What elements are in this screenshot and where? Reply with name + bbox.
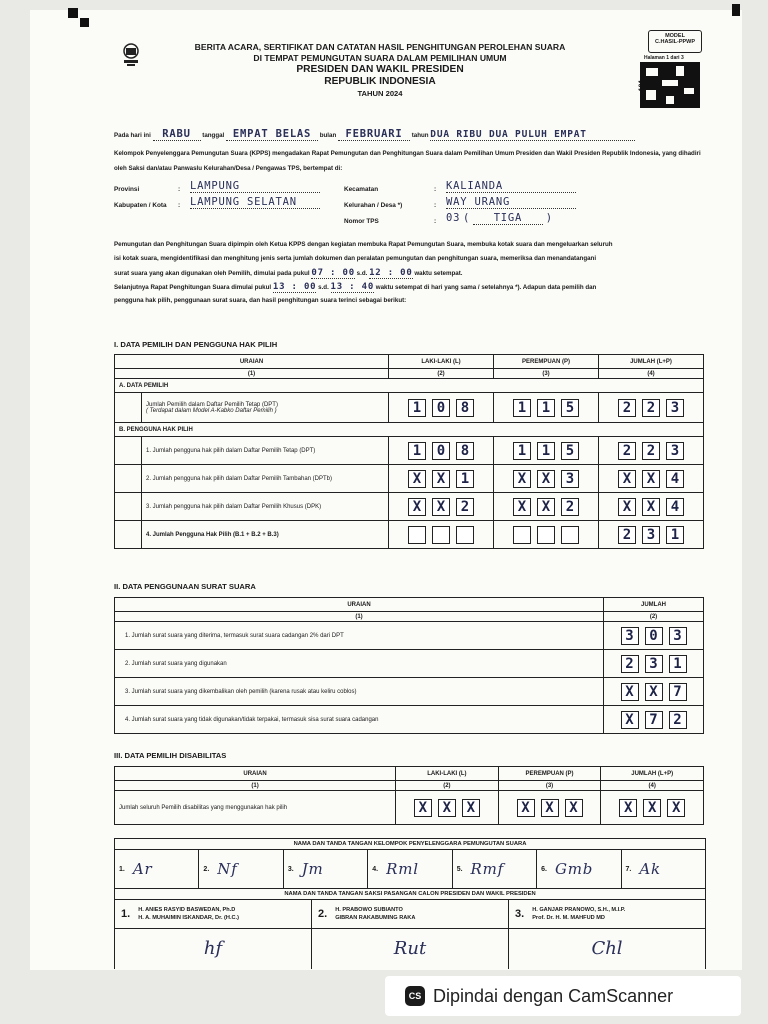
kpps-cell-4 <box>368 850 452 888</box>
digit-box[interactable]: X <box>432 470 450 488</box>
s3-col-uraian: URAIAN <box>115 767 396 781</box>
digit-box[interactable]: 2 <box>669 711 687 729</box>
s1-a-l <box>389 393 494 423</box>
corner-marker-tl2 <box>80 18 89 27</box>
paragraph-line5: pengguna hak pilih, penggunaan surat suara, dan hasil penghitungan suara terinci sebagai berikut: <box>114 297 407 304</box>
digit-box[interactable]: 7 <box>669 683 687 701</box>
s2-col-jumlah: JUMLAH <box>604 598 704 612</box>
paragraph-line3-b: waktu setempat. <box>414 270 463 277</box>
digit-box[interactable]: X <box>618 470 636 488</box>
kpps-cell-1 <box>115 850 199 888</box>
paslon-row <box>115 900 705 929</box>
s2-row2-label: 2. Jumlah surat suara yang digunakan <box>115 650 604 678</box>
s2-col-uraian: URAIAN <box>115 598 604 612</box>
paragraph-line2: isi kotak suara, mengidentifikasi dan menghitung jenis serta jumlah dokumen dan peralatan pemungutan dan penghitungan suara, memeriksa dan menandatangani <box>114 255 597 262</box>
kecamatan-label: Kecamatan <box>344 186 379 193</box>
kpps-num-2: 2. <box>203 865 210 873</box>
digit-box[interactable]: X <box>517 799 535 817</box>
camscanner-badge <box>385 976 741 1016</box>
digit-box[interactable]: 3 <box>666 442 684 460</box>
s1-b4-lp <box>599 521 704 549</box>
s2-row3-vals <box>604 678 704 706</box>
digit-box[interactable]: X <box>643 799 661 817</box>
tahun-value: DUA RIBU DUA PULUH EMPAT <box>430 129 635 141</box>
s1-a-lp <box>599 393 704 423</box>
camscanner-logo-icon: CS <box>405 986 425 1006</box>
s1-b4-label: 4. Jumlah Pengguna Hak Pilih (B.1 + B.2 + B.3) <box>142 521 389 549</box>
digit-box[interactable]: 1 <box>537 442 555 460</box>
paslon-2 <box>312 900 509 928</box>
s1-b2-lp <box>599 465 704 493</box>
kpps-cell-6 <box>537 850 621 888</box>
s3-p <box>498 791 601 825</box>
digit-box[interactable]: 3 <box>645 655 663 673</box>
s1-b2-label: 2. Jumlah pengguna hak pilih dalam Daftar Pemilih Tambahan (DPTb) <box>142 465 389 493</box>
s1-col-l: LAKI-LAKI (L) <box>389 355 494 369</box>
kpps-cell-2 <box>199 850 283 888</box>
header-line5: TAHUN 2024 <box>357 89 403 98</box>
paslon-2-b: GIBRAN RAKABUMING RAKA <box>335 915 416 921</box>
kpps-signature-7: Ak <box>639 860 661 878</box>
s1-b3-label: 3. Jumlah pengguna hak pilih dalam Daftar Pemilih Khusus (DPK) <box>142 493 389 521</box>
header-line1: BERITA ACARA, SERTIFIKAT DAN CATATAN HASIL PENGHITUNGAN PEROLEHAN SUARA <box>194 42 566 52</box>
kpps-num-3: 3. <box>287 865 294 873</box>
digit-box[interactable]: 1 <box>408 399 426 417</box>
tps-number: 03 <box>446 212 461 224</box>
corner-marker-tl <box>68 8 78 18</box>
digit-box[interactable]: X <box>642 498 660 516</box>
digit-box[interactable]: 1 <box>456 470 474 488</box>
intro-text: Kelompok Penyelenggara Pemungutan Suara (KPPS) mengadakan Rapat Pemungutan dan Penghitungan Suara dalam Pemilihan Umum Presiden dan Wakil Presiden Republik Indonesia, yang dihadiri oleh Saksi dan/atau Panwaslu Kelurahan/Desa / Pengawas TPS, bertempat di: <box>114 150 701 172</box>
kabupaten-label: Kabupaten / Kota <box>114 202 167 209</box>
s1-a-row-label <box>142 393 389 423</box>
date-prefix: Pada hari ini <box>114 132 151 139</box>
saksi-2-sign <box>312 929 509 969</box>
kelurahan-value: WAY URANG <box>446 196 576 209</box>
kecamatan-value: KALIANDA <box>446 180 576 193</box>
digit-box[interactable] <box>513 526 531 544</box>
kpps-row <box>115 850 705 889</box>
saksi-signature-2: Rut <box>393 938 427 959</box>
kpps-signature-5: Rmf <box>470 860 505 878</box>
section2-table <box>114 597 704 734</box>
s1-num4: (4) <box>599 369 704 379</box>
s3-col-p: PEREMPUAN (P) <box>498 767 601 781</box>
digit-box[interactable]: X <box>565 799 583 817</box>
paslon-3-b: Prof. Dr. H. M. MAHFUD MD <box>532 915 605 921</box>
digit-box[interactable]: 7 <box>645 711 663 729</box>
s1-col-p: PEREMPUAN (P) <box>494 355 599 369</box>
tps-label: Nomor TPS <box>344 218 379 225</box>
s2-row2-vals <box>604 650 704 678</box>
digit-box[interactable]: X <box>513 470 531 488</box>
indent-cell <box>115 521 142 549</box>
s1-col-uraian: URAIAN <box>115 355 389 369</box>
corner-marker-tr <box>732 4 740 16</box>
s1-a-row-text: Jumlah Pemilih dalam Daftar Pemilih Tetap (DPT) <box>146 401 278 408</box>
paslon-2-a: H. PRABOWO SUBIANTO <box>335 907 403 913</box>
s1-a-title: A. DATA PEMILIH <box>115 379 704 393</box>
end-time-1: 12 : 00 <box>369 268 413 278</box>
kpps-num-7: 7. <box>625 865 632 873</box>
digit-box[interactable]: X <box>621 711 639 729</box>
kpps-num-1: 1. <box>119 865 125 873</box>
paslon-3 <box>509 900 705 928</box>
digit-box[interactable] <box>432 526 450 544</box>
digit-box[interactable]: X <box>432 498 450 516</box>
paslon-2-names <box>335 906 415 922</box>
s1-num3: (3) <box>494 369 599 379</box>
s1-num1: (1) <box>115 369 389 379</box>
paragraph-line3-a: surat suara yang akan digunakan oleh Pemilih, dimulai pada pukul <box>114 270 310 277</box>
qr-code-icon <box>640 62 700 108</box>
kpps-signature-1: Ar <box>132 860 153 878</box>
s1-b4-p <box>494 521 599 549</box>
tanggal-label: tanggal <box>202 132 225 139</box>
saksi-1-sign <box>115 929 312 969</box>
digit-box[interactable]: 3 <box>669 627 687 645</box>
digit-box[interactable]: 2 <box>618 399 636 417</box>
digit-box[interactable]: 2 <box>621 655 639 673</box>
digit-box[interactable]: 5 <box>561 399 579 417</box>
digit-box[interactable]: 1 <box>408 442 426 460</box>
kpps-cell-7 <box>622 850 705 888</box>
paragraph-line4-a: Selanjutnya Rapat Penghitungan Suara dimulai pukul <box>114 284 272 291</box>
digit-box[interactable]: X <box>541 799 559 817</box>
indent-cell <box>115 437 142 465</box>
digit-box[interactable]: 2 <box>642 399 660 417</box>
digit-box[interactable]: 1 <box>537 399 555 417</box>
end-time-2: 13 : 40 <box>330 282 375 292</box>
digit-box[interactable]: X <box>645 683 663 701</box>
digit-box[interactable]: X <box>537 470 555 488</box>
paren-close: ) <box>545 212 553 224</box>
digit-box[interactable]: X <box>438 799 456 817</box>
kpps-title: NAMA DAN TANDA TANGAN KELOMPOK PENYELENGGARA PEMUNGUTAN SUARA <box>115 839 705 850</box>
paren-open: ( <box>463 212 471 224</box>
digit-box[interactable]: 0 <box>645 627 663 645</box>
digit-box[interactable]: 4 <box>666 470 684 488</box>
indent-cell <box>115 465 142 493</box>
indent-cell <box>115 493 142 521</box>
kpps-num-4: 4. <box>372 865 379 873</box>
signature-block <box>114 838 706 969</box>
digit-box[interactable]: X <box>667 799 685 817</box>
kpps-signature-4: Rml <box>386 860 419 878</box>
s3-row-label: Jumlah seluruh Pemilih disabilitas yang menggunakan hak pilih <box>115 791 396 825</box>
tahun-label: tahun <box>411 132 429 139</box>
indent-cell <box>115 393 142 423</box>
tanggal-value: EMPAT BELAS <box>226 128 318 141</box>
s2-num2: (2) <box>604 612 704 622</box>
model-label: MODEL <box>665 33 685 39</box>
kpps-cell-3 <box>284 850 368 888</box>
paragraph-line4-b: waktu setempat di hari yang sama / setelahnya *). Adapun data pemilih dan <box>375 284 597 291</box>
bulan-value: FEBRUARI <box>338 128 410 141</box>
header-line4: REPUBLIK INDONESIA <box>324 76 436 87</box>
s3-num4: (4) <box>601 781 704 791</box>
s2-row3-label: 3. Jumlah surat suara yang dikembalikan oleh pemilih (karena rusak atau keliru coblos) <box>115 678 604 706</box>
camscanner-text: Dipindai dengan CamScanner <box>433 985 674 1006</box>
digit-box[interactable] <box>408 526 426 544</box>
bulan-label: bulan <box>319 132 337 139</box>
model-code: C.HASIL-PPWP <box>654 39 696 45</box>
s1-b-title: B. PENGGUNA HAK PILIH <box>115 423 704 437</box>
s1-b3-lp <box>599 493 704 521</box>
digit-box[interactable]: 5 <box>561 442 579 460</box>
header-line2: DI TEMPAT PEMUNGUTAN SUARA DALAM PEMILIHAN UMUM <box>253 53 507 63</box>
kpps-num-5: 5. <box>456 865 463 873</box>
digit-box[interactable]: X <box>462 799 480 817</box>
tps-value <box>446 212 581 225</box>
digit-box[interactable]: 1 <box>666 526 684 544</box>
kpps-signature-6: Gmb <box>554 860 594 878</box>
digit-box[interactable]: 2 <box>561 498 579 516</box>
digit-box[interactable]: X <box>408 470 426 488</box>
section1-table <box>114 354 704 549</box>
kpps-cell-5 <box>453 850 537 888</box>
digit-box[interactable]: X <box>619 799 637 817</box>
page-info: Halaman 1 dari 3 <box>644 55 684 61</box>
paslon-1-a: H. ANIES RASYID BASWEDAN, Ph.D <box>138 907 236 913</box>
saksi-title: NAMA DAN TANDA TANGAN SAKSI PASANGAN CALON PRESIDEN DAN WAKIL PRESIDEN <box>115 889 705 900</box>
paslon-1-names <box>138 906 239 922</box>
s1-a-p <box>494 393 599 423</box>
s2-row4-vals <box>604 706 704 734</box>
kelurahan-label: Kelurahan / Desa *) <box>344 202 403 209</box>
paslon-3-names <box>532 906 625 922</box>
s3-num2: (2) <box>396 781 499 791</box>
digit-box[interactable]: 2 <box>618 442 636 460</box>
digit-box[interactable]: 3 <box>621 627 639 645</box>
digit-box[interactable]: 3 <box>642 526 660 544</box>
digit-box[interactable]: X <box>408 498 426 516</box>
s1-b1-label: 1. Jumlah pengguna hak pilih dalam Daftar Pemilih Tetap (DPT) <box>142 437 389 465</box>
paslon-2-num: 2. <box>318 908 328 920</box>
saksi-signature-1: hf <box>203 938 223 959</box>
digit-box[interactable]: 4 <box>666 498 684 516</box>
digit-box[interactable]: 3 <box>666 399 684 417</box>
model-box <box>648 30 702 53</box>
s1-b3-p <box>494 493 599 521</box>
paragraph-line1: Pemungutan dan Penghitungan Suara dipimpin oleh Ketua KPPS dengan kegiatan membuka Rapat Pemungutan Suara, membuka kotak suara dan mengeluarkan seluruh <box>114 241 613 248</box>
start-time-1: 07 : 00 <box>311 268 355 278</box>
paslon-1-b: H. A. MUHAIMIN ISKANDAR, Dr. (H.C.) <box>138 915 239 921</box>
kpps-signature-2: Nf <box>217 860 238 878</box>
s3-lp <box>601 791 704 825</box>
digit-box[interactable]: 8 <box>456 442 474 460</box>
kpps-num-6: 6. <box>541 865 547 873</box>
digit-box[interactable]: X <box>513 498 531 516</box>
s1-b1-lp <box>599 437 704 465</box>
s1-b2-l <box>389 465 494 493</box>
digit-box[interactable]: 2 <box>456 498 474 516</box>
date-line <box>114 128 704 142</box>
colon: : <box>178 202 181 209</box>
section3-table <box>114 766 704 825</box>
digit-box[interactable]: 1 <box>669 655 687 673</box>
section1-title: I. DATA PEMILIH DAN PENGGUNA HAK PILIH <box>114 340 278 349</box>
s1-b1-l <box>389 437 494 465</box>
digit-box[interactable]: 1 <box>513 442 531 460</box>
kabupaten-value: LAMPUNG SELATAN <box>190 196 320 209</box>
colon: : <box>178 186 181 193</box>
digit-box[interactable]: 0 <box>432 399 450 417</box>
provinsi-value: LAMPUNG <box>190 180 320 193</box>
section2-title: II. DATA PENGGUNAAN SURAT SUARA <box>114 582 256 591</box>
header-line3: PRESIDEN DAN WAKIL PRESIDEN <box>296 64 464 75</box>
provinsi-label: Provinsi <box>114 186 140 193</box>
sd-1: s.d. <box>356 270 368 277</box>
colon: : <box>434 218 437 225</box>
saksi-sign-row <box>115 929 705 969</box>
day-value: RABU <box>153 128 201 141</box>
s1-b4-l <box>389 521 494 549</box>
s3-l <box>396 791 499 825</box>
saksi-signature-3: Chl <box>591 938 623 959</box>
digit-box[interactable] <box>456 526 474 544</box>
digit-box[interactable]: X <box>642 470 660 488</box>
s3-col-lp: JUMLAH (L+P) <box>601 767 704 781</box>
s1-b3-l <box>389 493 494 521</box>
section3-title: III. DATA PEMILIH DISABILITAS <box>114 751 227 760</box>
paslon-3-num: 3. <box>515 908 525 920</box>
digit-box[interactable]: X <box>618 498 636 516</box>
s1-num2: (2) <box>389 369 494 379</box>
saksi-3-sign <box>509 929 705 969</box>
sd-2: s.d. <box>318 284 329 291</box>
colon: : <box>434 186 437 193</box>
paragraph-line4 <box>114 280 596 295</box>
digit-box[interactable]: 8 <box>456 399 474 417</box>
digit-box[interactable] <box>537 526 555 544</box>
s1-b1-p <box>494 437 599 465</box>
paslon-1-num: 1. <box>121 908 131 920</box>
s3-col-l: LAKI-LAKI (L) <box>396 767 499 781</box>
s2-row1-vals <box>604 622 704 650</box>
digit-box[interactable] <box>561 526 579 544</box>
s2-row4-label: 4. Jumlah surat suara yang tidak digunakan/tidak terpakai, termasuk sisa surat suara cadangan <box>115 706 604 734</box>
digit-box[interactable]: X <box>537 498 555 516</box>
digit-box[interactable]: 0 <box>432 442 450 460</box>
digit-box[interactable]: 1 <box>513 399 531 417</box>
s1-a-row-note: ( Terdapat dalam Model A-Kabko Daftar Pemilih ) <box>146 407 277 414</box>
s1-b2-p <box>494 465 599 493</box>
s3-num1: (1) <box>115 781 396 791</box>
s3-num3: (3) <box>498 781 601 791</box>
tps-word: TIGA <box>473 212 543 225</box>
digit-box[interactable]: 3 <box>561 470 579 488</box>
digit-box[interactable]: X <box>414 799 432 817</box>
start-time-2: 13 : 00 <box>272 282 317 292</box>
kpps-signature-3: Jm <box>301 860 324 878</box>
digit-box[interactable]: 2 <box>618 526 636 544</box>
s1-col-lp: JUMLAH (L+P) <box>599 355 704 369</box>
digit-box[interactable]: 2 <box>642 442 660 460</box>
paslon-3-a: H. GANJAR PRANOWO, S.H., M.I.P. <box>532 907 626 913</box>
paragraph-line3 <box>114 266 462 281</box>
digit-box[interactable]: X <box>621 683 639 701</box>
paslon-1 <box>115 900 312 928</box>
s2-num1: (1) <box>115 612 604 622</box>
s2-row1-label: 1. Jumlah surat suara yang diterima, termasuk surat suara cadangan 2% dari DPT <box>115 622 604 650</box>
colon: : <box>434 202 437 209</box>
